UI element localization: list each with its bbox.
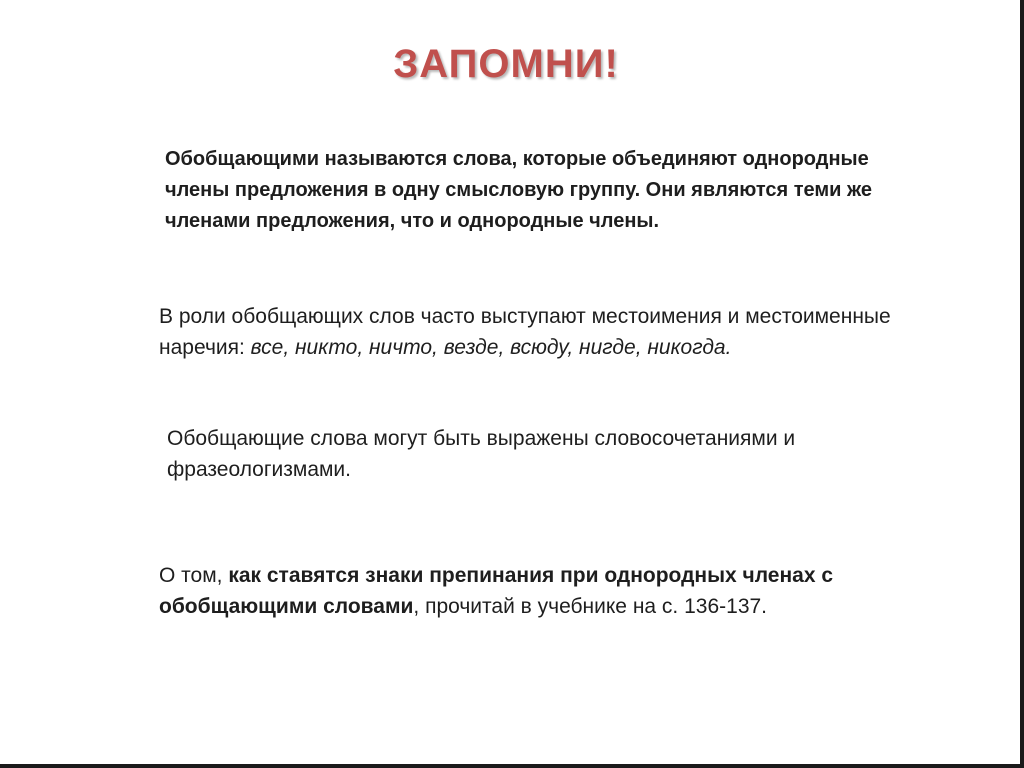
reference-paragraph — [159, 560, 899, 622]
reference-lead: О том, — [159, 564, 229, 587]
definition-paragraph: Обобщающими называются слова, которые объединяют однородные члены предложения в одну смысловую группу. Они являются теми же членами предложения, что и однородные члены. — [165, 148, 873, 232]
reference-highlight: как ставятся знаки препинания при однородных членах с обобщающими словами — [159, 564, 834, 618]
roles-lead: В роли обобщающих слов часто выступают местоимения и местоименные наречия: — [159, 305, 891, 359]
slide-title: ЗАПОМНИ! — [393, 42, 619, 86]
phrases-paragraph: Обобщающие слова могут быть выражены словосочетаниями и фразеологизмами. — [167, 427, 796, 481]
roles-examples: все, никто, ничто, везде, всюду, нигде, никогда. — [250, 336, 732, 359]
roles-paragraph — [159, 301, 899, 363]
reference-tail: , прочитай в учебнике на с. 136-137. — [413, 595, 768, 618]
